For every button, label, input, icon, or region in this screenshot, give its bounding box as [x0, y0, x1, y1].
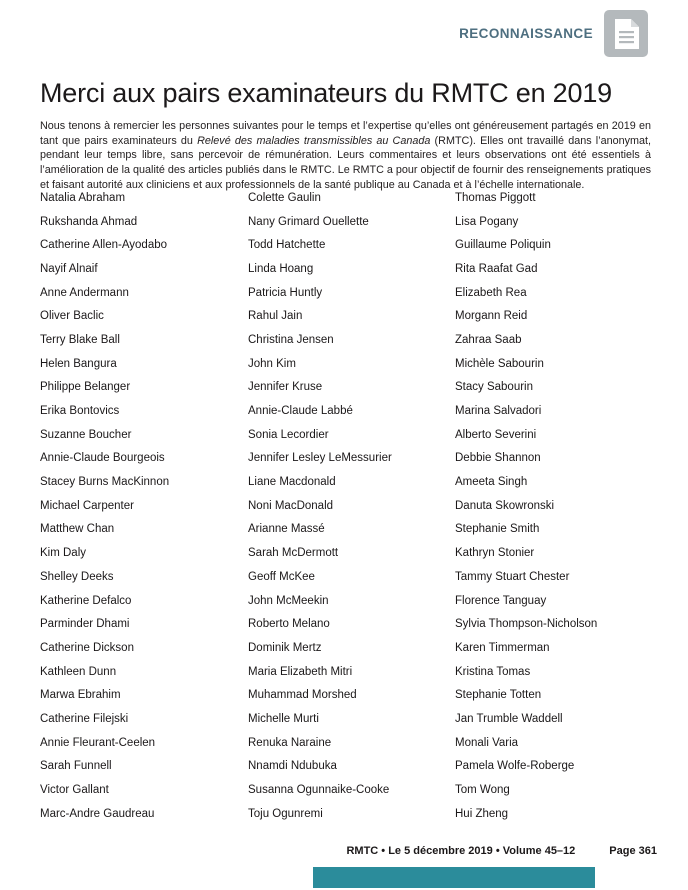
reviewer-name: Karen Timmerman	[455, 641, 550, 654]
reviewer-name: Colette Gaulin	[248, 191, 321, 204]
reviewer-name: Linda Hoang	[248, 262, 314, 275]
reviewer-name: Stacey Burns MacKinnon	[40, 476, 170, 489]
reviewer-name: Kathleen Dunn	[40, 665, 117, 678]
reviewer-name: Helen Bangura	[40, 357, 117, 370]
reviewer-name: Suzanne Boucher	[40, 428, 132, 441]
reviewer-name: Arianne Massé	[248, 523, 325, 536]
reviewer-name: Patricia Huntly	[248, 286, 323, 299]
intro-text-rest: (RMTC). Elles ont travaillé dans l’anonymat, pendant leur temps libre, sans percevoir de rémunération. Leurs commentaires et leurs observations ont été essentiels à l’amélioration de la qualité des articles publiés dans le RMTC. Le RMTC a pour objectif de fournir des renseignements pratiques et faisant autorité aux cliniciens et aux professionnels de la santé publique au Canada et à l’échelle internationale.	[40, 134, 652, 191]
reviewer-name: Catherine Filejski	[40, 712, 129, 725]
reviewer-name: Stephanie Totten	[455, 689, 542, 702]
reviewer-name: Danuta Skowronski	[455, 499, 555, 512]
reviewer-name: Maria Elizabeth Mitri	[248, 665, 353, 678]
page-footer	[346, 845, 657, 857]
reviewer-name: John Kim	[248, 357, 296, 370]
reviewer-name: Kim Daly	[40, 547, 87, 560]
reviewer-name: Renuka Naraine	[248, 736, 332, 749]
reviewer-name: Rahul Jain	[248, 310, 303, 323]
reviewer-name: Zahraa Saab	[455, 333, 522, 346]
reviewer-name: Sonia Lecordier	[248, 428, 329, 441]
reviewer-name: Rukshanda Ahmad	[40, 215, 138, 228]
reviewer-name: Nany Grimard Ouellette	[248, 215, 369, 228]
reviewer-name: Stacy Sabourin	[455, 381, 533, 394]
reviewer-name: Roberto Melano	[248, 618, 330, 631]
intro-text-lead: Nous tenons à remercier les personnes suivantes pour le temps et l’expertise qu’elles ont généreusement partagés en 2019 en tant que pairs examinateurs du	[40, 119, 651, 147]
reviewer-name: Nnamdi Ndubuka	[248, 760, 337, 773]
section-label: RECONNAISSANCE	[459, 26, 593, 41]
reviewer-name: Jennifer Kruse	[248, 381, 323, 394]
reviewer-name: Rita Raafat Gad	[455, 262, 538, 275]
journal-name-italic: Relevé des maladies transmissibles au Canada	[197, 134, 431, 147]
reviewer-name: Guillaume Poliquin	[455, 239, 551, 252]
reviewer-name: Philippe Belanger	[40, 381, 131, 394]
reviewer-name: Morgann Reid	[455, 310, 528, 323]
reviewer-name: John McMeekin	[248, 594, 329, 607]
reviewer-name: Pamela Wolfe-Roberge	[455, 760, 575, 773]
reviewer-name: Sarah McDermott	[248, 547, 339, 560]
reviewer-name: Noni MacDonald	[248, 499, 334, 512]
page-header	[459, 10, 648, 57]
reviewer-name: Katherine Defalco	[40, 594, 132, 607]
reviewer-name: Liane Macdonald	[248, 476, 336, 489]
reviewer-name: Elizabeth Rea	[455, 286, 527, 299]
reviewer-name: Christina Jensen	[248, 333, 334, 346]
reviewer-name: Stephanie Smith	[455, 523, 540, 536]
reviewer-name: Kathryn Stonier	[455, 547, 535, 560]
reviewer-name: Toju Ogunremi	[248, 807, 323, 820]
intro-paragraph	[40, 119, 651, 193]
footer-journal-line: RMTC • Le 5 décembre 2019 • Volume 45–12	[346, 845, 576, 857]
page-title: Merci aux pairs examinateurs du RMTC en 2019	[40, 78, 612, 109]
reviewer-name: Ameeta Singh	[455, 476, 528, 489]
reviewers-column-3	[455, 186, 663, 826]
reviewer-name: Annie-Claude Bourgeois	[40, 452, 165, 465]
reviewers-column-2	[248, 186, 455, 826]
reviewer-name: Parminder Dhami	[40, 618, 130, 631]
reviewer-name: Michèle Sabourin	[455, 357, 544, 370]
footer-page-number: Page 361	[609, 845, 657, 857]
reviewer-name: Jennifer Lesley LeMessurier	[248, 452, 392, 465]
reviewers-column-1	[40, 186, 248, 826]
reviewer-name: Lisa Pogany	[455, 215, 519, 228]
reviewer-name: Michael Carpenter	[40, 499, 134, 512]
reviewer-name: Nayif Alnaif	[40, 262, 98, 275]
reviewer-name: Alberto Severini	[455, 428, 537, 441]
reviewer-name: Sylvia Thompson-Nicholson	[455, 618, 598, 631]
footer-accent-bar	[313, 867, 595, 888]
reviewers-list	[40, 186, 663, 826]
reviewer-name: Annie Fleurant-Ceelen	[40, 736, 156, 749]
reviewer-name: Shelley Deeks	[40, 570, 114, 583]
reviewer-name: Florence Tanguay	[455, 594, 547, 607]
reviewer-name: Tom Wong	[455, 784, 510, 797]
reviewer-name: Victor Gallant	[40, 784, 109, 797]
reviewer-name: Marina Salvadori	[455, 405, 542, 418]
reviewer-name: Dominik Mertz	[248, 641, 322, 654]
reviewer-name: Tammy Stuart Chester	[455, 570, 570, 583]
reviewer-name: Debbie Shannon	[455, 452, 541, 465]
reviewer-name: Thomas Piggott	[455, 191, 536, 204]
reviewer-name: Marwa Ebrahim	[40, 689, 121, 702]
reviewer-name: Matthew Chan	[40, 523, 115, 536]
reviewer-name: Kristina Tomas	[455, 665, 531, 678]
reviewer-name: Susanna Ogunnaike-Cooke	[248, 784, 390, 797]
reviewer-name: Michelle Murti	[248, 712, 319, 725]
reviewer-name: Hui Zheng	[455, 807, 509, 820]
reviewer-name: Anne Andermann	[40, 286, 129, 299]
reviewer-name: Monali Varia	[455, 736, 519, 749]
reviewer-name: Oliver Baclic	[40, 310, 104, 323]
reviewer-name: Geoff McKee	[248, 570, 315, 583]
reviewer-name: Catherine Dickson	[40, 641, 134, 654]
reviewer-name: Marc-Andre Gaudreau	[40, 807, 155, 820]
reviewer-name: Muhammad Morshed	[248, 689, 357, 702]
reviewer-name: Natalia Abraham	[40, 191, 126, 204]
reviewer-name: Jan Trumble Waddell	[455, 712, 563, 725]
reviewer-name: Erika Bontovics	[40, 405, 120, 418]
document-icon	[604, 10, 648, 57]
reviewer-name: Catherine Allen-Ayodabo	[40, 239, 168, 252]
reviewer-name: Annie-Claude Labbé	[248, 405, 353, 418]
reviewer-name: Sarah Funnell	[40, 760, 112, 773]
reviewer-name: Todd Hatchette	[248, 239, 326, 252]
reviewer-name: Terry Blake Ball	[40, 333, 120, 346]
